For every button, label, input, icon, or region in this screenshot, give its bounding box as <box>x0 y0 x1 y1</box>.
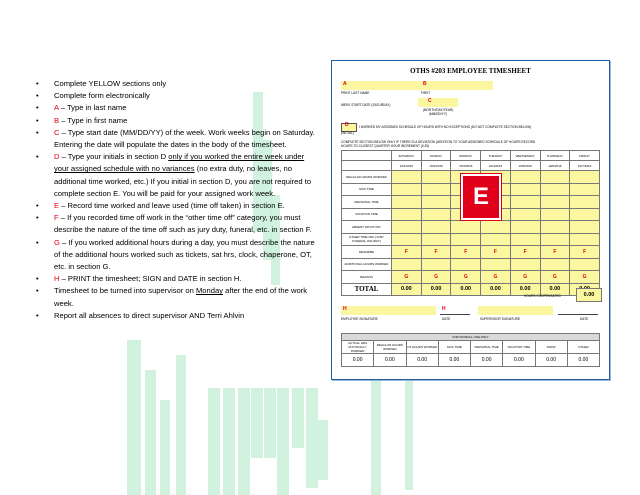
first-label: FIRST <box>421 91 431 95</box>
total-value: 0.00 <box>421 283 451 296</box>
day-header: SUNDAY <box>421 151 451 161</box>
section-code: E <box>54 201 60 211</box>
row-label: ADDITIONAL HOURS WORKED <box>342 258 392 271</box>
instruction-text: Monday <box>195 286 223 296</box>
hours-cell[interactable] <box>451 258 481 271</box>
payroll-column-header: REGULAR HOURS WORKED <box>374 341 406 354</box>
instruction-text: – If you worked additional hours during a day, you must describe the nature of the additional hours worked such as tickets, sat hrs, clock, chaperone, OT, etc. in section G. <box>54 237 315 272</box>
reason-cell[interactable]: G <box>540 271 570 284</box>
section-h-label-supervisor: H <box>442 306 446 312</box>
instruction-text: only if you worked the entire week under your assigned schedule with no variances <box>54 152 305 174</box>
instruction-list <box>36 78 318 322</box>
instruction-text: (no extra duty, no leaves, no additional time worked, etc.) If you initial in section D, you are not required to complete section E. You will be paid for your assigned work week. <box>54 164 312 198</box>
describe-cell[interactable]: F <box>510 246 540 259</box>
hours-cell[interactable] <box>392 208 422 221</box>
payroll-value: 0.00 <box>342 354 374 367</box>
bullet-icon: • <box>36 91 39 101</box>
bullet-icon: • <box>36 213 39 223</box>
bullet-icon: • <box>36 237 39 247</box>
payroll-column-header: SICK TIME <box>438 341 470 354</box>
instruction-text: – Type start date (MM/DD/YY) of the week. Work weeks begin on Saturday. Entering the date will populate the dates in the body of the timesheet. <box>54 127 315 150</box>
bullet-icon: • <box>36 115 39 125</box>
instruction-item <box>36 237 318 274</box>
hours-cell[interactable] <box>540 221 570 234</box>
hours-table <box>341 150 600 296</box>
hours-cell[interactable] <box>481 258 511 271</box>
section-c-label: C <box>428 98 432 104</box>
hours-cell[interactable] <box>510 258 540 271</box>
instruction-item <box>36 90 318 102</box>
bullet-icon: • <box>36 152 39 162</box>
hours-cell[interactable] <box>570 196 600 209</box>
payroll-value: 0.00 <box>535 354 567 367</box>
timesheet-title: OTHS #203 EMPLOYEE TIMESHEET <box>410 67 531 75</box>
section-code: D <box>54 152 60 162</box>
row-label: DESCRIBE <box>342 246 392 259</box>
section-code: A <box>54 103 59 113</box>
hours-cell[interactable] <box>421 221 451 234</box>
corner-cell <box>342 151 392 161</box>
describe-cell[interactable]: F <box>451 246 481 259</box>
hours-cell[interactable] <box>510 208 540 221</box>
bullet-icon: • <box>36 127 39 137</box>
row-label: VACATION TIME <box>342 208 392 221</box>
bullet-icon: • <box>36 79 39 88</box>
hours-cell[interactable] <box>570 258 600 271</box>
instruction-item <box>36 78 318 90</box>
bullet-icon: • <box>36 274 39 284</box>
date-header: 10/6/2016 <box>540 161 570 171</box>
hours-cell[interactable] <box>510 196 540 209</box>
hours-cell[interactable] <box>451 233 481 246</box>
hours-cell[interactable] <box>421 258 451 271</box>
instruction-text: Report all absences to direct supervisor AND Terri Ahlvin <box>54 310 245 320</box>
instruction-text: – PRINT the timesheet; SIGN and DATE in section H. <box>59 274 242 284</box>
hours-compensated-label: HOURS COMPENSATED <box>524 294 561 298</box>
hours-cell[interactable] <box>481 221 511 234</box>
section-e-label: E <box>461 174 501 220</box>
total-value: 0.00 <box>540 283 570 296</box>
section-d-text: I WORKED MY ASSIGNED SCHEDULE OF HOURS WITH NO EXCEPTIONS (DO NOT COMPLETE SECTION BELOW) <box>359 125 532 129</box>
instruction-text: – Type in first name <box>59 115 128 125</box>
hours-cell[interactable] <box>421 196 451 209</box>
hours-row <box>342 271 600 284</box>
bullet-icon: • <box>36 201 39 211</box>
corner-cell <box>342 161 392 171</box>
week-start-label: WEEK START DATE (SATURDAY) <box>341 103 391 107</box>
hours-compensated-value: 0.00 <box>576 288 602 302</box>
day-header: FRIDAY <box>570 151 600 161</box>
hours-cell[interactable] <box>481 233 511 246</box>
section-b-label: B <box>423 81 427 87</box>
section-code: H <box>54 274 60 284</box>
section-a-label: A <box>343 81 347 87</box>
section-e-note: COMPLETE SECTION BELOW ONLY IF THERE IS A DEVIATION (ADDITION TO YOUR ASSIGNED SCHEDULE OF HOURS RECORD HOURS TO CLOSEST QUARTER HOUR INCREMENT (0.25) <box>341 140 536 148</box>
describe-cell[interactable]: F <box>570 246 600 259</box>
hours-cell[interactable] <box>540 258 570 271</box>
hours-cell[interactable] <box>570 171 600 184</box>
date-header: 10/1/2016 <box>392 161 422 171</box>
bullet-icon: • <box>36 310 39 320</box>
hours-cell[interactable] <box>392 171 422 184</box>
instruction-text: Timesheet to be turned into supervisor on <box>54 286 196 296</box>
total-value: 0.00 <box>392 283 422 296</box>
first-name-field[interactable] <box>421 81 493 90</box>
date-header: 10/3/2016 <box>451 161 481 171</box>
section-code: C <box>54 127 60 137</box>
instruction-item <box>36 127 318 151</box>
payroll-column-header: PERSONAL TIME <box>471 341 503 354</box>
hours-cell[interactable] <box>570 183 600 196</box>
hours-row <box>342 221 600 234</box>
hours-cell[interactable] <box>510 233 540 246</box>
date-label-supervisor: DATE <box>580 317 589 321</box>
day-header: THURSDAY <box>540 151 570 161</box>
payroll-table <box>341 333 600 367</box>
instruction-text: Complete form electronically <box>54 91 150 101</box>
day-header: SATURDAY <box>392 151 422 161</box>
instruction-item <box>36 151 318 200</box>
hours-cell[interactable] <box>510 183 540 196</box>
section-d-label: D <box>345 122 349 128</box>
hours-cell[interactable] <box>570 221 600 234</box>
total-value: 0.00 <box>481 283 511 296</box>
date-label-employee: DATE <box>442 317 451 321</box>
section-h-label-employee: H <box>343 306 347 312</box>
describe-cell[interactable]: F <box>421 246 451 259</box>
hours-cell[interactable] <box>540 171 570 184</box>
describe-cell[interactable]: F <box>540 246 570 259</box>
hours-cell[interactable] <box>540 196 570 209</box>
day-header: TUESDAY <box>481 151 511 161</box>
hours-cell[interactable] <box>451 221 481 234</box>
day-header: WEDNESDAY <box>510 151 540 161</box>
week-start-field[interactable] <box>418 98 458 107</box>
row-label: SICK TIME <box>342 183 392 196</box>
row-label: REASON <box>342 271 392 284</box>
payroll-value: 0.00 <box>503 354 535 367</box>
reason-cell[interactable]: G <box>421 271 451 284</box>
supervisor-signature-label: SUPERVISOR SIGNATURE <box>480 317 521 321</box>
bullet-icon: • <box>36 103 39 113</box>
payroll-value: 0.00 <box>406 354 438 367</box>
instruction-item <box>36 212 318 236</box>
hours-cell[interactable] <box>421 183 451 196</box>
employee-signature-field[interactable] <box>341 306 436 315</box>
section-code: G <box>54 237 60 247</box>
instruction-item <box>36 115 318 127</box>
date-header: 10/5/2016 <box>510 161 540 171</box>
instruction-item <box>36 200 318 212</box>
total-value: 0.00 <box>451 283 481 296</box>
hours-cell[interactable] <box>540 183 570 196</box>
total-value: 0.00 <box>510 283 540 296</box>
date-header: 10/4/2016 <box>481 161 511 171</box>
last-name-field[interactable] <box>341 81 426 90</box>
hours-cell[interactable] <box>540 208 570 221</box>
payroll-column-header: OT HOURS WORKED <box>406 341 438 354</box>
instruction-text: – If you recorded time off work in the “other time off” category, you must describe the nature of the time off such as jury duty, funeral, etc. in section F. <box>54 213 312 235</box>
reason-cell[interactable]: G <box>570 271 600 284</box>
hours-row <box>342 246 600 259</box>
hours-cell[interactable] <box>510 171 540 184</box>
bullet-icon: • <box>36 286 39 296</box>
row-label: PERSONAL TIME <box>342 196 392 209</box>
payroll-column-header: VACATION TIME <box>503 341 535 354</box>
hours-cell[interactable] <box>392 196 422 209</box>
instruction-item <box>36 285 318 309</box>
row-label: REGULAR HOURS WORKED <box>342 171 392 184</box>
payroll-value: 0.00 <box>471 354 503 367</box>
hours-cell[interactable] <box>421 171 451 184</box>
total-label: TOTAL <box>342 283 392 296</box>
date-header: 10/2/2016 <box>421 161 451 171</box>
reason-cell[interactable]: G <box>481 271 511 284</box>
instruction-text: – Type your initials in section D <box>59 152 169 162</box>
describe-cell[interactable]: F <box>392 246 422 259</box>
date-header: 10/7/2016 <box>570 161 600 171</box>
employee-signature-label: EMPLOYEE SIGNATURE <box>341 317 378 321</box>
section-code: F <box>54 213 59 223</box>
payroll-value: 0.00 <box>374 354 406 367</box>
reason-cell[interactable]: G <box>451 271 481 284</box>
instruction-text: Complete YELLOW sections only <box>54 79 167 88</box>
payroll-value: 0.00 <box>438 354 470 367</box>
hours-cell[interactable] <box>392 221 422 234</box>
payroll-column-header: ACTUAL HRS PHYSICALLY WORKED <box>342 341 374 354</box>
instruction-text: – Record time worked and leave used (time off taken) in section E. <box>59 201 285 211</box>
instruction-item <box>36 102 318 114</box>
initial-label: (INITIAL) <box>341 131 354 135</box>
hours-cell[interactable] <box>392 258 422 271</box>
hours-row <box>342 258 600 271</box>
row-label: ABSENT W/OUT PAY <box>342 221 392 234</box>
payroll-column-header: OTHER <box>567 341 599 354</box>
supervisor-signature-field[interactable] <box>478 306 553 315</box>
mmddyy-label: (MONTH/DAY/YEAR) (MM/DD/YY) <box>422 108 454 116</box>
payroll-title: FOR PAYROLL USE ONLY <box>342 334 600 341</box>
describe-cell[interactable]: F <box>481 246 511 259</box>
hours-cell[interactable] <box>570 208 600 221</box>
instruction-item <box>36 273 318 285</box>
instruction-item <box>36 310 318 322</box>
section-code: B <box>54 115 60 125</box>
hours-cell[interactable] <box>392 183 422 196</box>
payroll-value: 0.00 <box>567 354 599 367</box>
print-last-name-label: PRINT LAST NAME <box>341 91 370 95</box>
hours-cell[interactable] <box>392 233 422 246</box>
hours-cell[interactable] <box>421 208 451 221</box>
hours-row <box>342 233 600 246</box>
hours-cell[interactable] <box>570 233 600 246</box>
instruction-text: after the end of the work week. <box>54 286 308 308</box>
row-label: OTHER TIME OFF (JURY FUNERAL HOLIDAY) <box>342 233 392 246</box>
timesheet-form <box>331 60 610 380</box>
instruction-text: – Type in last name <box>58 103 127 113</box>
payroll-column-header: AWOP <box>535 341 567 354</box>
day-header: MONDAY <box>451 151 481 161</box>
hours-cell[interactable] <box>421 233 451 246</box>
hours-cell[interactable] <box>540 233 570 246</box>
reason-cell[interactable]: G <box>392 271 422 284</box>
reason-cell[interactable]: G <box>510 271 540 284</box>
hours-cell[interactable] <box>510 221 540 234</box>
